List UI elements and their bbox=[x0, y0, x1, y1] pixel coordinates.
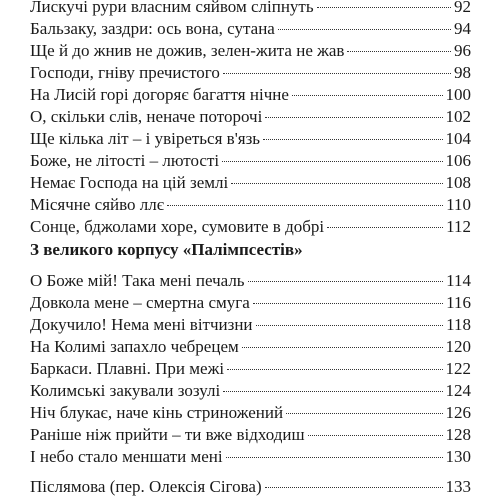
toc-entry bbox=[30, 380, 471, 401]
toc-entry-title: Боже, не літості – лютості bbox=[30, 151, 220, 170]
toc-leader-dots bbox=[223, 73, 451, 74]
toc-entry-title: На Колимі запахло чебрецем bbox=[30, 337, 239, 356]
toc-entry bbox=[30, 84, 471, 105]
toc-entry-page: 92 bbox=[454, 0, 471, 16]
toc-entry-page: 128 bbox=[445, 425, 471, 444]
toc-leader-dots bbox=[256, 325, 444, 326]
toc-entry-page: 98 bbox=[454, 63, 471, 82]
toc-entry bbox=[30, 106, 471, 127]
toc-leader-dots bbox=[292, 95, 443, 96]
toc-entry bbox=[30, 0, 471, 17]
toc-entry-title: Баркаси. Плавні. При межі bbox=[30, 359, 225, 378]
toc-entry-page: 104 bbox=[445, 129, 471, 148]
toc-entry bbox=[30, 40, 471, 61]
toc-entry-page: 96 bbox=[454, 41, 471, 60]
toc-entry-title: Післямова (пер. Олексія Сігова) bbox=[30, 477, 262, 496]
toc-leader-dots bbox=[248, 281, 444, 282]
toc-entry-page: 118 bbox=[446, 315, 471, 334]
toc-leader-dots bbox=[222, 161, 442, 162]
toc-leader-dots bbox=[265, 487, 443, 488]
toc-entry bbox=[30, 446, 471, 467]
toc-entry-page: 112 bbox=[446, 217, 471, 236]
toc-entry-page: 120 bbox=[445, 337, 471, 356]
section-heading: З великого корпусу «Палімпсестів» bbox=[30, 240, 303, 259]
toc-entry-title: О Боже мій! Така мені печаль bbox=[30, 271, 245, 290]
toc-entry bbox=[30, 292, 471, 313]
toc-entry bbox=[30, 62, 471, 83]
toc-leader-dots bbox=[223, 391, 442, 392]
toc-entry bbox=[30, 172, 471, 193]
toc-entry-page: 116 bbox=[446, 293, 471, 312]
toc-leader-dots bbox=[227, 369, 442, 370]
toc-entry-title: На Лисій горі догоряє багаття нічне bbox=[30, 85, 289, 104]
toc-entry-page: 122 bbox=[445, 359, 471, 378]
toc-entry-page: 94 bbox=[454, 19, 471, 38]
toc-entry-page: 126 bbox=[445, 403, 471, 422]
toc-entry-page: 102 bbox=[445, 107, 471, 126]
toc-entry bbox=[30, 336, 471, 357]
toc-entry bbox=[30, 128, 471, 149]
toc-leader-dots bbox=[308, 435, 443, 436]
toc-entry bbox=[30, 18, 471, 39]
toc-entry-afterword bbox=[30, 476, 471, 497]
toc-entry-title: Раніше ніж прийти – ти вже відходиш bbox=[30, 425, 305, 444]
toc-leader-dots bbox=[253, 303, 443, 304]
toc-entry bbox=[30, 194, 471, 215]
toc-entry-page: 133 bbox=[445, 477, 471, 496]
toc-leader-dots bbox=[278, 29, 451, 30]
toc-entry-title: Місячне сяйво ллє bbox=[30, 195, 165, 214]
toc-entry-page: 124 bbox=[445, 381, 471, 400]
toc-entry-title: О, скільки слів, неначе поторочі bbox=[30, 107, 263, 126]
toc-entry bbox=[30, 424, 471, 445]
toc-leader-dots bbox=[317, 7, 451, 8]
toc-leader-dots bbox=[167, 205, 443, 206]
toc-entry-title: Ще кілька літ – і увіреться в'язь bbox=[30, 129, 261, 148]
toc-entry-page: 110 bbox=[446, 195, 471, 214]
toc-entry bbox=[30, 270, 471, 291]
toc-entry-title: Довкола мене – смертна смуга bbox=[30, 293, 250, 312]
toc-leader-dots bbox=[242, 347, 443, 348]
toc-entry-page: 130 bbox=[445, 447, 471, 466]
toc-entry-title: Бальзаку, заздри: ось вона, сутана bbox=[30, 19, 275, 38]
toc-entry-title: Ще й до жнив не дожив, зелен-жита не жав bbox=[30, 41, 345, 60]
toc-leader-dots bbox=[286, 413, 442, 414]
toc-leader-dots bbox=[347, 51, 451, 52]
toc-entry-page: 100 bbox=[445, 85, 471, 104]
toc-entry bbox=[30, 402, 471, 423]
toc-leader-dots bbox=[263, 139, 442, 140]
toc-entry-title: Лискучі рури власним сяйвом сліпнуть bbox=[30, 0, 314, 16]
toc-entry-page: 108 bbox=[445, 173, 471, 192]
toc-leader-dots bbox=[327, 227, 443, 228]
toc-entry-title: Сонце, бджолами хоре, сумовите в добрі bbox=[30, 217, 325, 236]
toc-entry-page: 106 bbox=[445, 151, 471, 170]
toc-leader-dots bbox=[265, 117, 442, 118]
toc-entry-title: Колимські закували зозулі bbox=[30, 381, 221, 400]
toc-leader-dots bbox=[231, 183, 442, 184]
toc-leader-dots bbox=[226, 457, 443, 458]
toc-entry bbox=[30, 314, 471, 335]
toc-entry-title: Докучило! Нема мені вітчизни bbox=[30, 315, 253, 334]
toc-entry bbox=[30, 358, 471, 379]
toc-entry-page: 114 bbox=[446, 271, 471, 290]
toc-entry-title: Господи, гніву пречистого bbox=[30, 63, 220, 82]
toc-entry-title: Ніч блукає, наче кінь стриножений bbox=[30, 403, 284, 422]
toc-entry bbox=[30, 216, 471, 237]
toc-entry-title: Немає Господа на цій землі bbox=[30, 173, 229, 192]
toc-entry bbox=[30, 150, 471, 171]
toc-entry-title: І небо стало меншати мені bbox=[30, 447, 223, 466]
